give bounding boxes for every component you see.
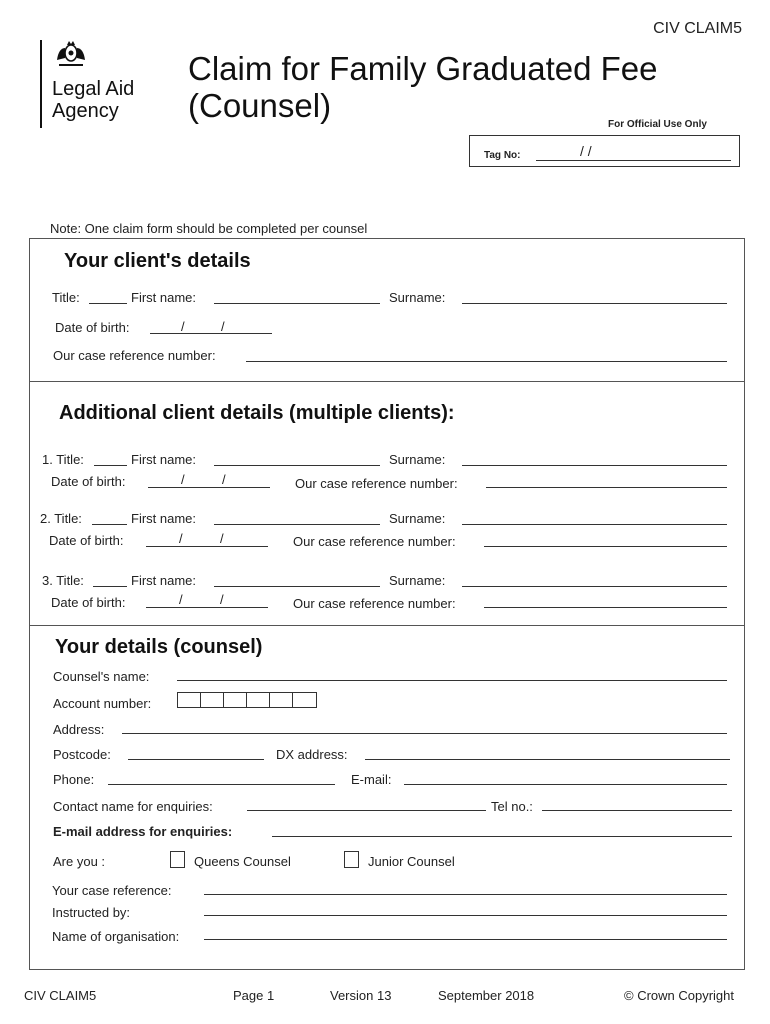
section-divider (29, 381, 745, 382)
account-number-cell[interactable] (178, 693, 201, 707)
queens-counsel-label: Queens Counsel (194, 854, 291, 869)
additional-client-title-label: 3. Title: (42, 573, 84, 588)
postcode-field[interactable] (128, 759, 264, 760)
footer-version: Version 13 (330, 988, 392, 1003)
email-label: E-mail: (351, 772, 392, 787)
client-dob-label: Date of birth: (55, 320, 130, 335)
additional-client-first-name-label: First name: (131, 452, 197, 467)
date-separator: / (220, 531, 224, 546)
dx-address-label: DX address: (276, 747, 348, 762)
account-number-label: Account number: (53, 696, 152, 711)
client-case-ref-label: Our case reference number: (53, 348, 216, 363)
address-label: Address: (53, 722, 105, 737)
client-title-field[interactable] (89, 303, 127, 304)
enquiry-email-field[interactable] (272, 836, 732, 837)
are-you-label: Are you : (53, 854, 106, 869)
footer-copyright: © Crown Copyright (624, 988, 735, 1003)
contact-name-field[interactable] (247, 810, 486, 811)
form-code: CIV CLAIM5 (653, 20, 742, 37)
logo-rule (40, 40, 42, 128)
additional-client-title-field[interactable] (93, 586, 127, 587)
legal-aid-agency-logo (40, 38, 170, 130)
tag-number-field[interactable] (536, 160, 731, 161)
email-field[interactable] (404, 784, 727, 785)
additional-client-first-name-field[interactable] (214, 524, 380, 525)
contact-name-label: Contact name for enquiries: (53, 799, 213, 814)
organisation-field[interactable] (204, 939, 727, 940)
counsel-name-label: Counsel's name: (53, 669, 150, 684)
tel-no-label: Tel no.: (491, 799, 533, 814)
instructed-by-field[interactable] (204, 915, 727, 916)
additional-client-dob-label: Date of birth: (51, 595, 126, 610)
junior-counsel-label: Junior Counsel (368, 854, 455, 869)
counsel-name-field[interactable] (177, 680, 727, 681)
client-surname-label: Surname: (389, 290, 446, 305)
additional-client-dob-label: Date of birth: (49, 533, 124, 548)
royal-crest-icon (54, 38, 88, 68)
additional-client-first-name-field[interactable] (214, 465, 380, 466)
additional-client-title-field[interactable] (94, 465, 127, 466)
date-separator: / (220, 592, 224, 607)
additional-client-surname-field[interactable] (462, 586, 727, 587)
postcode-label: Postcode: (53, 747, 111, 762)
date-separator: / (179, 531, 183, 546)
account-number-cell[interactable] (201, 693, 224, 707)
additional-client-case-ref-field[interactable] (484, 546, 727, 547)
client-title-label: Title: (52, 290, 80, 305)
additional-client-dob-label: Date of birth: (51, 474, 126, 489)
additional-client-first-name-label: First name: (131, 511, 197, 526)
additional-client-surname-label: Surname: (389, 573, 446, 588)
additional-client-first-name-field[interactable] (214, 586, 380, 587)
instructed-by-label: Instructed by: (52, 905, 131, 920)
account-number-cell[interactable] (293, 693, 316, 707)
additional-client-first-name-label: First name: (131, 573, 197, 588)
organisation-label: Name of organisation: (52, 929, 180, 944)
dx-address-field[interactable] (365, 759, 730, 760)
case-reference-field[interactable] (204, 894, 727, 895)
footer-date: September 2018 (438, 988, 535, 1003)
additional-client-dob-field[interactable] (146, 546, 268, 547)
footer-page-number: Page 1 (233, 988, 275, 1003)
date-separator: / (179, 592, 183, 607)
enquiry-email-label: E-mail address for enquiries: (53, 824, 233, 839)
date-separator: / (222, 472, 226, 487)
tag-value: / / (580, 143, 592, 159)
address-field[interactable] (122, 733, 727, 734)
additional-client-case-ref-label: Our case reference number: (295, 476, 458, 491)
footer-form-code: CIV CLAIM5 (24, 988, 97, 1003)
account-number-cell[interactable] (247, 693, 270, 707)
date-separator: / (181, 319, 185, 334)
additional-client-title-field[interactable] (92, 524, 127, 525)
phone-field[interactable] (108, 784, 335, 785)
section-divider (29, 625, 745, 626)
account-number-field[interactable] (177, 692, 317, 708)
additional-client-title-label: 1. Title: (42, 452, 84, 467)
additional-client-case-ref-label: Our case reference number: (293, 534, 456, 549)
additional-client-surname-label: Surname: (389, 452, 446, 467)
client-case-ref-field[interactable] (246, 361, 727, 362)
logo-line-1: Legal Aid (52, 78, 135, 100)
page-title (188, 50, 658, 124)
date-separator: / (221, 319, 225, 334)
client-dob-field[interactable] (150, 333, 272, 334)
additional-client-title-label: 2. Title: (40, 511, 82, 526)
phone-label: Phone: (53, 772, 95, 787)
logo-line-2: Agency (52, 100, 119, 122)
additional-client-surname-field[interactable] (462, 465, 727, 466)
account-number-cell[interactable] (224, 693, 247, 707)
title-line-1: Claim for Family Graduated Fee (188, 50, 658, 87)
additional-client-dob-field[interactable] (148, 487, 270, 488)
additional-clients-heading: Additional client details (multiple clients): (59, 402, 455, 424)
case-reference-label: Your case reference: (52, 883, 172, 898)
counsel-details-heading: Your details (counsel) (55, 636, 263, 658)
junior-counsel-checkbox[interactable] (344, 851, 359, 868)
additional-client-case-ref-label: Our case reference number: (293, 596, 456, 611)
additional-client-case-ref-field[interactable] (486, 487, 727, 488)
additional-client-case-ref-field[interactable] (484, 607, 727, 608)
additional-client-dob-field[interactable] (146, 607, 268, 608)
tag-label: Tag No: (484, 150, 521, 161)
client-first-name-field[interactable] (214, 303, 380, 304)
tel-no-field[interactable] (542, 810, 732, 811)
title-line-2: (Counsel) (188, 87, 332, 124)
additional-client-surname-field[interactable] (462, 524, 727, 525)
additional-client-surname-label: Surname: (389, 511, 446, 526)
date-separator: / (181, 472, 185, 487)
form-note: Note: One claim form should be completed per counsel (50, 221, 368, 236)
client-first-name-label: First name: (131, 290, 197, 305)
queens-counsel-checkbox[interactable] (170, 851, 185, 868)
client-details-heading: Your client's details (64, 250, 251, 272)
tag-number-box (469, 135, 740, 167)
account-number-cell[interactable] (270, 693, 293, 707)
client-surname-field[interactable] (462, 303, 727, 304)
official-use-label: For Official Use Only (608, 119, 707, 130)
